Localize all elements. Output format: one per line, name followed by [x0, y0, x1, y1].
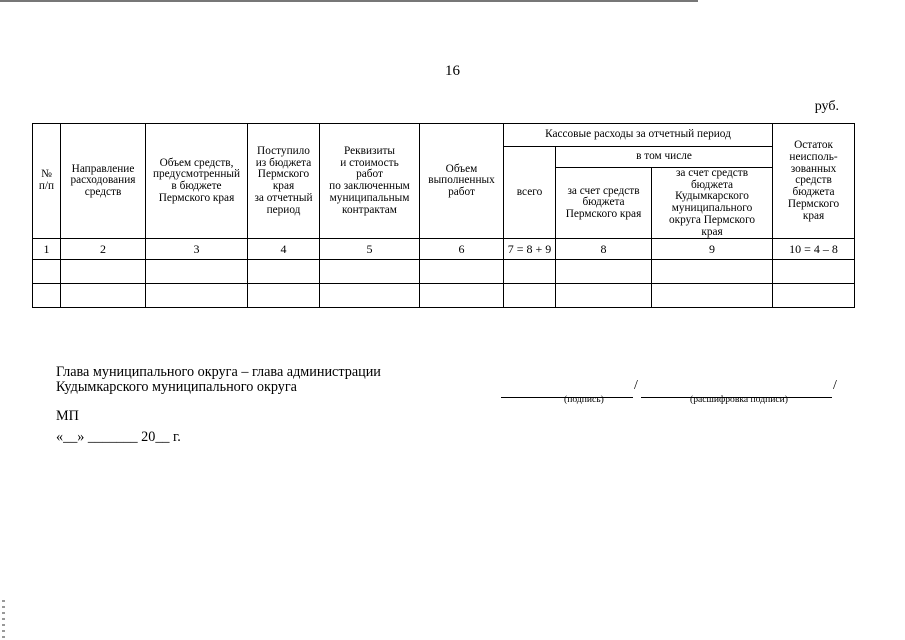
signature-slash-left: / — [634, 378, 638, 393]
header-remainder: Остаток неисполь- зованных средств бюджета Пермского края — [773, 124, 855, 239]
table-cell — [33, 284, 61, 308]
header-total: всего — [504, 147, 556, 239]
table-cell — [773, 260, 855, 284]
table-cell — [320, 260, 420, 284]
column-number: 8 — [556, 239, 652, 260]
header-volume: Объем средств, предусмотренный в бюджете Пермского края — [146, 124, 248, 239]
signature-decoding-caption: (расшифровка подписи) — [690, 394, 788, 405]
currency-units: руб. — [814, 99, 839, 114]
header-kudymkar-funds: за счет средств бюджета Кудымкарского муниципального округа Пермского края — [652, 168, 773, 239]
table-cell — [61, 260, 146, 284]
header-num: № п/п — [33, 124, 61, 239]
column-number: 6 — [420, 239, 504, 260]
column-number: 5 — [320, 239, 420, 260]
table-cell — [420, 260, 504, 284]
table-row — [33, 260, 855, 284]
header-including: в том числе — [556, 147, 773, 168]
table-cell — [773, 284, 855, 308]
table-cell — [420, 284, 504, 308]
column-number: 7 = 8 + 9 — [504, 239, 556, 260]
table-cell — [556, 260, 652, 284]
column-number: 1 — [33, 239, 61, 260]
signature-caption: (подпись) — [564, 394, 604, 405]
header-contract-details: Реквизиты и стоимость работ по заключенным муниципальным контрактам — [320, 124, 420, 239]
header-perm-funds: за счет средств бюджета Пермского края — [556, 168, 652, 239]
top-rule — [0, 0, 698, 2]
table-cell — [652, 284, 773, 308]
report-table — [32, 123, 855, 308]
scan-edge-marks — [2, 600, 5, 640]
header-row-1 — [33, 124, 855, 147]
table-cell — [248, 284, 320, 308]
table-cell — [33, 260, 61, 284]
date-line: «__» _______ 20__ г. — [56, 429, 181, 445]
header-received: Поступило из бюджета Пермского края за отчетный период — [248, 124, 320, 239]
table-cell — [504, 284, 556, 308]
signatory-title-line-2: Кудымкарского муниципального округа — [56, 379, 297, 395]
header-cash-expenses: Кассовые расходы за отчетный период — [504, 124, 773, 147]
table-cell — [146, 284, 248, 308]
table-cell — [504, 260, 556, 284]
signatory-title-line-1: Глава муниципального округа – глава администрации — [56, 364, 381, 380]
table-cell — [652, 260, 773, 284]
column-number: 9 — [652, 239, 773, 260]
column-number-row — [33, 239, 855, 260]
table-row — [33, 284, 855, 308]
column-number: 4 — [248, 239, 320, 260]
table-cell — [556, 284, 652, 308]
page-number: 16 — [445, 63, 460, 79]
column-number: 2 — [61, 239, 146, 260]
table-cell — [320, 284, 420, 308]
table-cell — [146, 260, 248, 284]
header-work-volume: Объем выполненных работ — [420, 124, 504, 239]
stamp-place: МП — [56, 408, 79, 424]
column-number: 3 — [146, 239, 248, 260]
table-cell — [248, 260, 320, 284]
table-cell — [61, 284, 146, 308]
signatory-title — [56, 365, 381, 395]
column-number: 10 = 4 – 8 — [773, 239, 855, 260]
signature-slash-right: / — [833, 378, 837, 393]
header-direction: Направление расходования средств — [61, 124, 146, 239]
